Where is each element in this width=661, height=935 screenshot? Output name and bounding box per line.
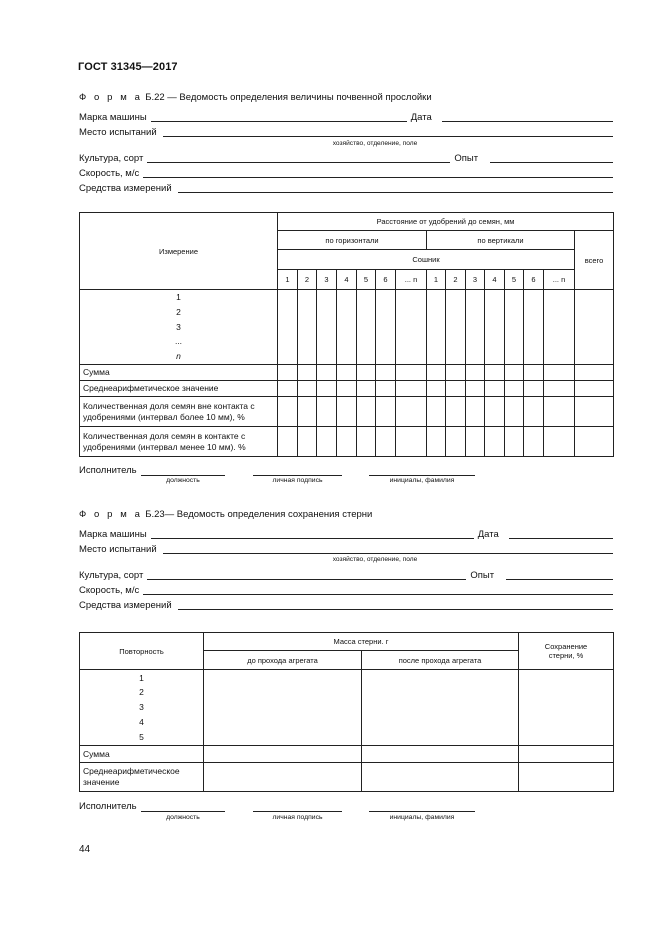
form23-place-caption: хозяйство, отделение, поле [332, 556, 418, 563]
data-cell[interactable] [427, 365, 446, 381]
vertical-header: по вертикали [427, 231, 575, 250]
data-cell[interactable] [446, 365, 466, 381]
form22-place-row [79, 126, 613, 138]
data-cell[interactable] [357, 290, 376, 365]
col-header: 6 [376, 270, 396, 290]
form22-instruments-row [79, 182, 613, 194]
col-header: 5 [357, 270, 376, 290]
form23-experience-label: Опыт [470, 570, 495, 581]
repeat-number: 5 [139, 731, 144, 742]
data-cell[interactable] [278, 381, 298, 397]
form23-word: Ф о р м а [79, 509, 143, 520]
data-cell[interactable] [446, 290, 466, 365]
document-header: ГОСТ 31345—2017 [78, 61, 178, 73]
data-cell[interactable] [505, 365, 524, 381]
form22-place-label: Место испытаний [79, 127, 157, 138]
data-cell[interactable] [485, 381, 505, 397]
form22-date-label: Дата [410, 112, 432, 123]
signature-caption: личная подпись [272, 814, 323, 821]
after-header: после прохода агрегата [362, 651, 519, 670]
data-cell[interactable] [519, 763, 614, 792]
data-cell[interactable] [544, 365, 575, 381]
form23-culture-field[interactable] [147, 579, 466, 580]
data-cell[interactable] [544, 290, 575, 365]
horizontal-header: по горизонтали [278, 231, 427, 250]
col-header: 2 [298, 270, 317, 290]
data-cell[interactable] [396, 365, 427, 381]
data-cell[interactable] [278, 365, 298, 381]
data-cell[interactable] [376, 397, 396, 427]
form23-date-label: Дата [477, 529, 499, 540]
data-cell[interactable] [427, 397, 446, 427]
data-cell[interactable] [524, 397, 544, 427]
data-cell[interactable] [544, 381, 575, 397]
form23-culture-row [79, 569, 613, 581]
data-cell[interactable] [575, 381, 614, 397]
measure-number: ... [174, 336, 183, 347]
form23-experience-field[interactable] [506, 579, 613, 580]
data-cell[interactable] [575, 397, 614, 427]
col-header: 5 [505, 270, 524, 290]
data-cell[interactable] [466, 427, 485, 457]
form23-speed-row [79, 584, 613, 596]
position-caption: должность [166, 477, 200, 484]
data-cell[interactable] [544, 427, 575, 457]
form23-table [79, 632, 614, 792]
before-header: до прохода агрегата [204, 651, 362, 670]
form22-culture-label: Культура, сорт [79, 153, 144, 164]
data-cell[interactable] [362, 670, 519, 746]
measure-number: 3 [176, 321, 181, 332]
data-cell[interactable] [466, 397, 485, 427]
form22-machine-field[interactable] [151, 121, 407, 122]
data-cell[interactable] [396, 381, 427, 397]
data-cell[interactable] [396, 427, 427, 457]
data-cell[interactable] [376, 427, 396, 457]
data-cell[interactable] [204, 670, 362, 746]
data-cell[interactable] [376, 365, 396, 381]
data-cell[interactable] [396, 397, 427, 427]
mass-header: Масса стерни. г [204, 633, 519, 651]
measure-header: Измерение [80, 213, 278, 290]
data-cell[interactable] [278, 427, 298, 457]
data-cell[interactable] [298, 427, 317, 457]
form23-machine-label: Марка машины [79, 529, 147, 540]
data-cell[interactable] [519, 670, 614, 746]
data-cell[interactable] [466, 365, 485, 381]
data-cell[interactable] [204, 746, 362, 763]
col-header: 6 [524, 270, 544, 290]
form23-instruments-row [79, 599, 613, 611]
data-cell[interactable] [362, 763, 519, 792]
share-out-label: Количественная доля семян вне контакта с удобрениями (интервал более 10 мм), % [80, 397, 278, 427]
data-cell[interactable] [427, 290, 446, 365]
data-cell[interactable] [317, 427, 337, 457]
data-cell[interactable] [298, 397, 317, 427]
data-cell[interactable] [524, 427, 544, 457]
signature-caption: личная подпись [272, 477, 323, 484]
data-cell[interactable] [524, 290, 544, 365]
data-cell[interactable] [337, 290, 357, 365]
form22-experience-label: Опыт [454, 153, 479, 164]
signature-field[interactable] [253, 811, 342, 812]
form22-instruments-field[interactable] [178, 192, 613, 193]
data-cell[interactable] [357, 381, 376, 397]
data-cell[interactable] [505, 427, 524, 457]
col-header: ... n [544, 270, 575, 290]
position-field[interactable] [141, 811, 225, 812]
data-cell[interactable] [505, 290, 524, 365]
data-cell[interactable] [524, 381, 544, 397]
form22-speed-label: Скорость, м/с [79, 168, 140, 179]
data-cell[interactable] [466, 381, 485, 397]
data-cell[interactable] [204, 763, 362, 792]
data-cell[interactable] [298, 381, 317, 397]
col-header: 3 [466, 270, 485, 290]
data-cell[interactable] [446, 397, 466, 427]
data-cell[interactable] [357, 427, 376, 457]
data-cell[interactable] [337, 381, 357, 397]
data-cell[interactable] [337, 397, 357, 427]
measure-numbers-cell [80, 290, 278, 365]
data-cell[interactable] [317, 365, 337, 381]
data-cell[interactable] [362, 746, 519, 763]
data-cell[interactable] [317, 381, 337, 397]
sum-label: Сумма [80, 365, 278, 381]
page-number: 44 [79, 844, 91, 855]
mean-label: Среднеарифметическое значение [80, 763, 204, 792]
data-cell[interactable] [519, 746, 614, 763]
executor-label: Исполнитель [79, 465, 137, 476]
data-cell[interactable] [298, 365, 317, 381]
col-header: 1 [278, 270, 298, 290]
data-cell[interactable] [446, 427, 466, 457]
col-header: 3 [317, 270, 337, 290]
data-cell[interactable] [396, 290, 427, 365]
form22-experience-field[interactable] [490, 162, 613, 163]
form22-speed-row [79, 167, 613, 179]
data-cell[interactable] [485, 427, 505, 457]
form23-title-text: Б.23— Ведомость определения сохранения стерни [145, 509, 373, 520]
signature-field[interactable] [253, 475, 342, 476]
distance-header: Расстояние от удобрений до семян, мм [278, 213, 614, 231]
executor-label: Исполнитель [79, 801, 137, 812]
initials-caption: инициалы, фамилия [389, 814, 455, 821]
form23-title [79, 509, 372, 520]
sum-label: Сумма [80, 746, 204, 763]
data-cell[interactable] [485, 397, 505, 427]
data-cell[interactable] [485, 365, 505, 381]
form22-speed-field[interactable] [143, 177, 613, 178]
form23-culture-label: Культура, сорт [79, 570, 144, 581]
form23-place-row [79, 543, 613, 555]
preservation-header: Сохранение стерни, % [519, 633, 614, 670]
col-header: 4 [485, 270, 505, 290]
initials-caption: инициалы, фамилия [389, 477, 455, 484]
data-cell[interactable] [376, 381, 396, 397]
form22-title-text: Б.22 — Ведомость определения величины почвенной прослойки [145, 92, 432, 103]
data-cell[interactable] [446, 381, 466, 397]
data-cell[interactable] [505, 397, 524, 427]
data-cell[interactable] [544, 397, 575, 427]
measure-number: n [176, 351, 181, 362]
repeat-number: 2 [139, 687, 144, 698]
form23-date-field[interactable] [509, 538, 613, 539]
data-cell[interactable] [466, 290, 485, 365]
data-cell[interactable] [317, 397, 337, 427]
data-cell[interactable] [524, 365, 544, 381]
form22-machine-label: Марка машины [79, 112, 147, 123]
data-cell[interactable] [357, 397, 376, 427]
share-in-label: Количественная доля семян в контакте с удобрениями (интервал менее 10 мм). % [80, 427, 278, 457]
initials-field[interactable] [369, 811, 475, 812]
data-cell[interactable] [575, 427, 614, 457]
form22-table [79, 212, 614, 457]
repeat-number: 1 [139, 672, 144, 683]
position-field[interactable] [141, 475, 225, 476]
form22-culture-field[interactable] [147, 162, 450, 163]
repeat-header: Повторность [80, 633, 204, 670]
form23-machine-field[interactable] [151, 538, 474, 539]
form22-word: Ф о р м а [79, 92, 143, 103]
form23-instruments-label: Средства измерений [79, 600, 172, 611]
coulter-header: Сошник [278, 250, 575, 270]
form23-speed-field[interactable] [143, 594, 613, 595]
repeat-number: 4 [139, 716, 144, 727]
data-cell[interactable] [376, 290, 396, 365]
mean-label: Среднеарифметическое значение [80, 381, 278, 397]
form22-instruments-label: Средства измерений [79, 183, 172, 194]
col-header: 4 [337, 270, 357, 290]
form22-place-field[interactable] [163, 136, 613, 137]
form23-speed-label: Скорость, м/с [79, 585, 140, 596]
data-cell[interactable] [337, 427, 357, 457]
repeat-number: 3 [139, 702, 144, 713]
data-cell[interactable] [575, 290, 614, 365]
data-cell[interactable] [317, 290, 337, 365]
data-cell[interactable] [278, 397, 298, 427]
data-cell[interactable] [357, 365, 376, 381]
position-caption: должность [166, 814, 200, 821]
data-cell[interactable] [278, 290, 298, 365]
form23-instruments-field[interactable] [178, 609, 613, 610]
form23-place-label: Место испытаний [79, 544, 157, 555]
data-cell[interactable] [337, 365, 357, 381]
col-header: ... n [396, 270, 427, 290]
measure-number: 1 [176, 292, 181, 303]
form22-culture-row [79, 152, 613, 164]
form22-title [79, 92, 432, 103]
data-cell[interactable] [505, 381, 524, 397]
data-cell[interactable] [485, 290, 505, 365]
form22-machine-row [79, 111, 613, 123]
col-header: 1 [427, 270, 446, 290]
data-cell[interactable] [427, 427, 446, 457]
data-cell[interactable] [298, 290, 317, 365]
total-header: всего [575, 231, 614, 290]
form23-machine-row [79, 528, 613, 540]
data-cell[interactable] [575, 365, 614, 381]
col-header: 2 [446, 270, 466, 290]
form22-date-field[interactable] [442, 121, 613, 122]
repeat-numbers-cell [80, 670, 204, 746]
data-cell[interactable] [427, 381, 446, 397]
measure-number: 2 [176, 306, 181, 317]
form22-place-caption: хозяйство, отделение, поле [332, 140, 418, 147]
initials-field[interactable] [369, 475, 475, 476]
form23-place-field[interactable] [163, 553, 613, 554]
